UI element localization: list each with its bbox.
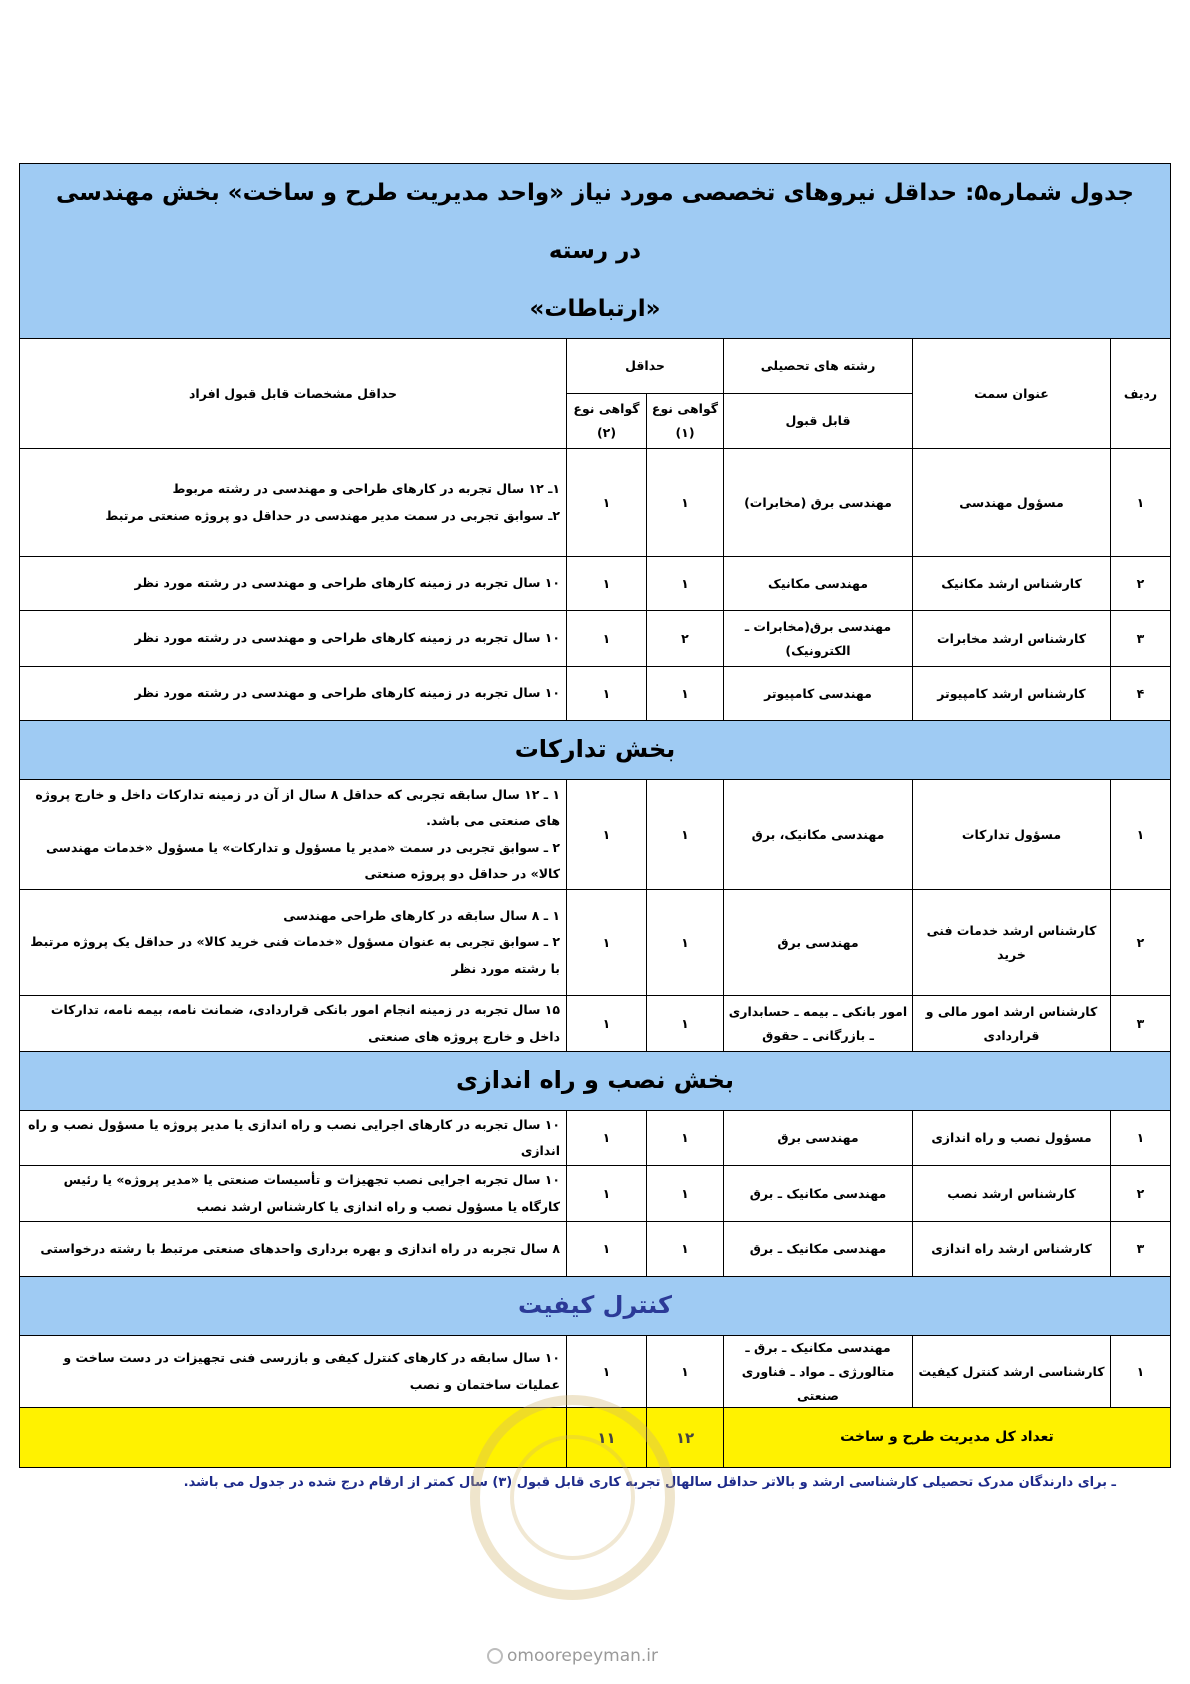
field-cell: مهندسی مکانیک ـ برق ـ متالورژی ـ مواد ـ فناوری صنعتی [724,1336,913,1408]
position-cell: کارشناس ارشد مخابرات [913,611,1111,667]
row-number: ۲ [1111,890,1171,996]
document-sheet [20,163,1171,1468]
header-row-number: ردیف [1111,339,1171,449]
cert2-cell: ۱ [567,449,647,557]
cert2-cell: ۱ [567,1166,647,1222]
watermark-seal [470,1395,675,1600]
table-row [19,780,1170,890]
site-watermark[interactable] [487,1646,658,1666]
requirement-line: ۱۰ سال سابقه در کارهای کنترل کیفی و بازرسی فنی تجهیزات در دست ساخت و عملیات ساختمان و نصب [63,1350,560,1392]
section-row [19,1052,1170,1111]
field-cell: مهندسی کامپیوتر [724,667,913,721]
section-title: بخش نصب و راه اندازی [19,1052,1170,1111]
header-accepted: قابل قبول [724,394,913,449]
cert2-cell: ۱ [567,611,647,667]
requirements-cell [19,1222,566,1277]
table-row [19,1222,1170,1277]
position-cell: کارشناس ارشد خدمات فنی خرید [913,890,1111,996]
requirements-cell [19,1111,566,1166]
row-number: ۱ [1111,780,1171,890]
cert1-cell: ۲ [647,611,724,667]
field-cell: مهندسی مکانیک ـ برق [724,1222,913,1277]
staff-table [19,163,1171,1468]
position-cell: کارشناس ارشد کامپیوتر [913,667,1111,721]
section-title: بخش تدارکات [19,721,1170,780]
requirement-line: ۱ ـ ۱۲ سال سابقه تجربی که حداقل ۸ سال از آن در زمینه تدارکات داخل و خارج پروژه های صنعتی می باشد. [35,787,560,829]
total-label: تعداد کل مدیریت طرح و ساخت [724,1408,1171,1468]
cert2-cell: ۱ [567,667,647,721]
table-row [19,557,1170,611]
header-cert2: گواهی نوع (۲) [567,394,647,449]
cert1-cell: ۱ [647,996,724,1052]
table-row [19,667,1170,721]
requirement-line: ۱۰ سال تجربه در کارهای اجرایی نصب و راه اندازی یا مدیر پروژه یا مسؤول نصب و راه اندازی [28,1116,560,1158]
header-minimum: حداقل [567,339,724,394]
field-cell: امور بانکی ـ بیمه ـ حسابداری ـ بازرگانی ـ حقوق [724,996,913,1052]
requirement-line: ۱۰ سال تجربه در زمینه کارهای طراحی و مهندسی در رشته مورد نظر [134,575,560,591]
requirement-line: ۱۵ سال تجربه در زمینه انجام امور بانکی قراردادی، ضمانت نامه، بیمه نامه، تدارکات داخل و خارج پروژه های صنعتی [50,1002,560,1044]
cert2-cell: ۱ [567,890,647,996]
requirement-line: ۱۰ سال تجربه در زمینه کارهای طراحی و مهندسی در رشته مورد نظر [134,685,560,701]
instagram-icon [487,1648,503,1664]
cert1-cell: ۱ [647,449,724,557]
requirements-cell [19,557,566,611]
table-title-line1: جدول شماره۵: حداقل نیروهای تخصصی مورد نیاز «واحد مدیریت طرح و ساخت» بخش مهندسی در رسته [56,180,1134,264]
table-row [19,996,1170,1052]
requirement-line: ۱۰ سال تجربه در زمینه کارهای طراحی و مهندسی در رشته مورد نظر [134,630,560,646]
table-title-row [19,164,1170,339]
cert2-cell: ۱ [567,1222,647,1277]
cert1-cell: ۱ [647,1111,724,1166]
table-row [19,611,1170,667]
requirements-cell [19,1166,566,1222]
row-number: ۳ [1111,611,1171,667]
position-cell: کارشناس ارشد راه اندازی [913,1222,1111,1277]
table-row [19,890,1170,996]
position-cell: مسؤول مهندسی [913,449,1111,557]
cert2-cell: ۱ [567,1111,647,1166]
section-row [19,1277,1170,1336]
field-cell: مهندسی برق(مخابرات ـ الکترونیک) [724,611,913,667]
position-cell: مسؤول نصب و راه اندازی [913,1111,1111,1166]
row-number: ۴ [1111,667,1171,721]
requirements-cell [19,890,566,996]
cert1-cell: ۱ [647,890,724,996]
requirement-line: ۲ـ سوابق تجربی در سمت مدیر مهندسی در حداقل دو پروژه صنعتی مرتبط [105,507,560,523]
row-number: ۱ [1111,449,1171,557]
position-cell: کارشناسی ارشد کنترل کیفیت [913,1336,1111,1408]
total-cert1: ۱۲ [647,1408,724,1468]
requirement-line: ۸ سال تجربه در راه اندازی و بهره برداری واحدهای صنعتی مرتبط با رشته درخواستی [40,1240,560,1256]
position-cell: کارشناس ارشد امور مالی و قراردادی [913,996,1111,1052]
row-number: ۳ [1111,1222,1171,1277]
cert1-cell: ۱ [647,1166,724,1222]
row-number: ۳ [1111,996,1171,1052]
field-cell: مهندسی مکانیک، برق [724,780,913,890]
header-requirements: حداقل مشخصات قابل قبول افراد [19,339,566,449]
field-cell: مهندسی برق [724,1111,913,1166]
footnote: ـ برای دارندگان مدرک تحصیلی کارشناسی ارشد و بالاتر حداقل سالهال تجربه کاری قابل قبول (۳) سال کمتر از ارقام درج شده در جدول می باشد. [183,1475,1116,1490]
field-cell: مهندسی مکانیک ـ برق [724,1166,913,1222]
field-cell: مهندسی مکانیک [724,557,913,611]
cert1-cell: ۱ [647,1222,724,1277]
row-number: ۱ [1111,1336,1171,1408]
header-position: عنوان سمت [913,339,1111,449]
requirements-cell [19,449,566,557]
requirement-line: ۱ـ ۱۲ سال تجربه در کارهای طراحی و مهندسی در رشته مربوط [172,481,560,497]
cert2-cell: ۱ [567,780,647,890]
position-cell: کارشناس ارشد مکانیک [913,557,1111,611]
requirements-cell [19,1336,566,1408]
cert1-cell: ۱ [647,780,724,890]
table-title-line2: «ارتباطات» [529,296,661,322]
header-row-1 [19,339,1170,394]
requirements-cell [19,611,566,667]
cert1-cell: ۱ [647,667,724,721]
table-title [19,164,1170,339]
table-row [19,1166,1170,1222]
section-row [19,721,1170,780]
position-cell: کارشناس ارشد نصب [913,1166,1111,1222]
site-name: omoorepeyman.ir [507,1646,659,1666]
cert2-cell: ۱ [567,557,647,611]
row-number: ۲ [1111,557,1171,611]
requirements-cell [19,780,566,890]
section-title: کنترل کیفیت [19,1277,1170,1336]
requirement-line: ۱ ـ ۸ سال سابقه در کارهای طراحی مهندسی [283,908,560,924]
header-cert1: گواهی نوع (۱) [647,394,724,449]
position-cell: مسؤول تدارکات [913,780,1111,890]
field-cell: مهندسی برق (مخابرات) [724,449,913,557]
field-cell: مهندسی برق [724,890,913,996]
row-number: ۱ [1111,1111,1171,1166]
total-cert2: ۱۱ [567,1408,647,1468]
cert2-cell: ۱ [567,1336,647,1408]
table-row [19,449,1170,557]
requirements-cell [19,667,566,721]
table-row [19,1111,1170,1166]
requirements-cell [19,996,566,1052]
requirement-line: ۲ ـ سوابق تجربی به عنوان مسؤول «خدمات فنی خرید کالا» در حداقل یک پروژه مرتبط با رشته مورد نظر [30,934,560,976]
requirement-line: ۲ ـ سوابق تجربی در سمت «مدیر یا مسؤول و تدارکات» یا مسؤول «خدمات مهندسی کالا» در حداقل دو پروژه صنعتی [46,839,560,881]
header-fields: رشته های تحصیلی [724,339,913,394]
cert2-cell: ۱ [567,996,647,1052]
row-number: ۲ [1111,1166,1171,1222]
cert1-cell: ۱ [647,557,724,611]
cert1-cell: ۱ [647,1336,724,1408]
requirement-line: ۱۰ سال تجربه اجرایی نصب تجهیزات و تأسیسات صنعتی یا «مدیر پروژه» یا رئیس کارگاه یا مسؤول نصب و راه اندازی یا کارشناس ارشد نصب [63,1172,560,1214]
